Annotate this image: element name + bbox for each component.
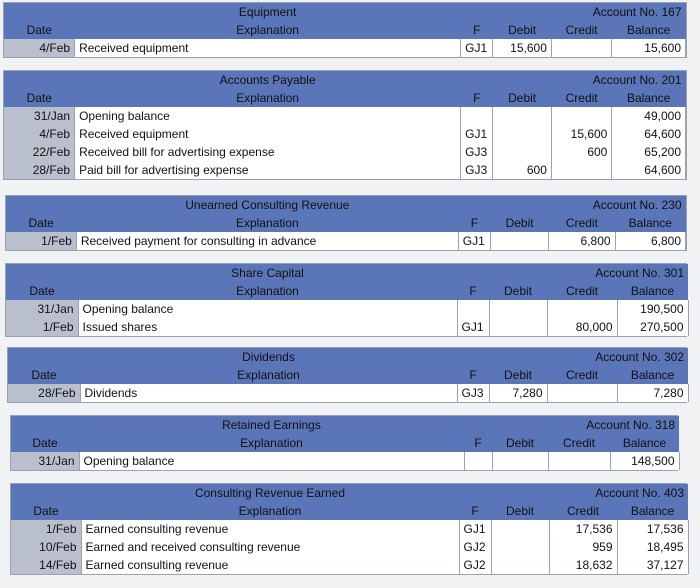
debit-header: Debit: [493, 21, 551, 39]
balance-header: Balance: [617, 366, 688, 384]
header-spacer: [458, 196, 490, 214]
row-credit: [551, 39, 611, 57]
row-folio: GJ3: [457, 384, 489, 402]
row-explanation: Opening balance: [79, 452, 464, 470]
ledger-title-row: [4, 71, 686, 89]
table-row: [4, 107, 686, 125]
credit-header: Credit: [548, 434, 610, 452]
ledger-title-row: [6, 196, 686, 214]
row-balance: 64,600: [612, 125, 686, 143]
header-spacer: [8, 348, 80, 366]
row-debit: [489, 318, 547, 336]
ledger-title-row: [6, 264, 688, 282]
row-folio: GJ1: [459, 520, 491, 538]
folio-header: F: [464, 434, 492, 452]
date-header: Date: [4, 21, 75, 39]
ledger-consulting-revenue-earned: [10, 483, 687, 575]
ledger-table: [6, 264, 689, 336]
row-debit: [491, 520, 549, 538]
row-explanation: Received equipment: [75, 125, 461, 143]
row-debit: [491, 538, 549, 556]
row-date: 1/Feb: [6, 232, 76, 250]
row-date: 4/Feb: [4, 39, 75, 57]
account-name: Consulting Revenue Earned: [81, 484, 459, 502]
date-header: Date: [11, 502, 81, 520]
ledger-column-header-row: [4, 21, 686, 39]
row-credit: 18,632: [549, 556, 617, 574]
account-number: Account No. 230: [490, 196, 685, 214]
row-folio: [461, 107, 493, 125]
row-balance: 37,127: [617, 556, 688, 574]
row-explanation: Received payment for consulting in advance: [76, 232, 458, 250]
header-spacer: [461, 3, 493, 21]
row-date: 31/Jan: [11, 452, 79, 470]
account-number: Account No. 167: [493, 3, 686, 21]
ledger-equipment: [3, 2, 687, 58]
row-balance: 17,536: [617, 520, 688, 538]
ledger-title-row: [11, 416, 679, 434]
ledger-share-capital: [5, 263, 687, 337]
row-balance: 18,495: [617, 538, 688, 556]
folio-header: F: [458, 214, 490, 232]
ledger-title-row: [4, 3, 686, 21]
row-debit: [489, 300, 547, 318]
row-date: 1/Feb: [11, 520, 81, 538]
row-date: 10/Feb: [11, 538, 81, 556]
header-spacer: [457, 348, 489, 366]
row-folio: [457, 300, 489, 318]
row-folio: GJ1: [461, 125, 493, 143]
row-balance: 6,800: [615, 232, 685, 250]
row-credit: 15,600: [551, 125, 611, 143]
debit-header: Debit: [489, 366, 547, 384]
row-date: 14/Feb: [11, 556, 81, 574]
header-spacer: [459, 484, 491, 502]
debit-header: Debit: [492, 434, 548, 452]
row-folio: GJ3: [461, 161, 493, 179]
account-name: Equipment: [75, 3, 461, 21]
ledger-table: [11, 484, 689, 574]
row-date: 28/Feb: [8, 384, 80, 402]
header-spacer: [4, 3, 75, 21]
ledger-dividends: [7, 347, 687, 403]
folio-header: F: [459, 502, 491, 520]
explanation-header: Explanation: [76, 214, 458, 232]
row-debit: [490, 232, 548, 250]
header-spacer: [6, 196, 76, 214]
row-credit: [551, 107, 611, 125]
table-row: [4, 39, 686, 57]
table-row: [4, 161, 686, 179]
header-spacer: [461, 71, 493, 89]
row-explanation: Dividends: [80, 384, 457, 402]
account-name: Retained Earnings: [79, 416, 464, 434]
account-name: Dividends: [80, 348, 457, 366]
row-credit: [551, 161, 611, 179]
row-explanation: Earned consulting revenue: [81, 556, 459, 574]
header-spacer: [11, 416, 79, 434]
row-date: 31/Jan: [4, 107, 75, 125]
row-debit: 15,600: [493, 39, 551, 57]
ledger-table: [4, 71, 686, 179]
table-row: [11, 520, 688, 538]
row-folio: GJ1: [457, 318, 489, 336]
ledger-table: [4, 3, 686, 57]
ledger-column-header-row: [11, 434, 679, 452]
explanation-header: Explanation: [75, 89, 461, 107]
balance-header: Balance: [612, 89, 686, 107]
ledger-column-header-row: [4, 89, 686, 107]
row-balance: 7,280: [617, 384, 688, 402]
explanation-header: Explanation: [81, 502, 459, 520]
row-balance: 148,500: [610, 452, 679, 470]
explanation-header: Explanation: [79, 434, 464, 452]
row-explanation: Earned and received consulting revenue: [81, 538, 459, 556]
row-date: 31/Jan: [6, 300, 78, 318]
row-debit: [492, 452, 548, 470]
row-explanation: Opening balance: [78, 300, 457, 318]
debit-header: Debit: [489, 282, 547, 300]
row-credit: [547, 300, 617, 318]
date-header: Date: [8, 366, 80, 384]
table-row: [6, 318, 688, 336]
account-number: Account No. 301: [489, 264, 688, 282]
row-credit: 17,536: [549, 520, 617, 538]
ledger-table: [8, 348, 689, 402]
date-header: Date: [6, 282, 78, 300]
ledger-table: [6, 196, 686, 250]
header-spacer: [457, 264, 489, 282]
header-spacer: [11, 484, 81, 502]
table-row: [11, 538, 688, 556]
balance-header: Balance: [610, 434, 679, 452]
ledger-accounts-payable: [3, 70, 687, 180]
row-date: 4/Feb: [4, 125, 75, 143]
row-credit: [548, 452, 610, 470]
explanation-header: Explanation: [75, 21, 461, 39]
row-debit: [493, 143, 551, 161]
row-credit: 600: [551, 143, 611, 161]
folio-header: F: [461, 89, 493, 107]
header-spacer: [6, 264, 78, 282]
row-explanation: Earned consulting revenue: [81, 520, 459, 538]
row-folio: GJ1: [461, 39, 493, 57]
row-date: 22/Feb: [4, 143, 75, 161]
date-header: Date: [6, 214, 76, 232]
table-row: [11, 556, 688, 574]
credit-header: Credit: [547, 366, 617, 384]
row-date: 28/Feb: [4, 161, 75, 179]
row-explanation: Opening balance: [75, 107, 461, 125]
row-credit: 6,800: [549, 232, 615, 250]
row-credit: 959: [549, 538, 617, 556]
ledger-column-header-row: [11, 502, 688, 520]
account-number: Account No. 201: [493, 71, 686, 89]
row-balance: 270,500: [617, 318, 688, 336]
debit-header: Debit: [493, 89, 551, 107]
balance-header: Balance: [617, 502, 688, 520]
header-spacer: [464, 416, 492, 434]
ledger-table: [11, 416, 680, 470]
folio-header: F: [461, 21, 493, 39]
debit-header: Debit: [491, 502, 549, 520]
credit-header: Credit: [551, 21, 611, 39]
explanation-header: Explanation: [80, 366, 457, 384]
table-row: [4, 125, 686, 143]
account-name: Unearned Consulting Revenue: [76, 196, 458, 214]
credit-header: Credit: [549, 502, 617, 520]
table-row: [6, 232, 686, 250]
row-balance: 49,000: [612, 107, 686, 125]
folio-header: F: [457, 366, 489, 384]
row-folio: GJ1: [458, 232, 490, 250]
explanation-header: Explanation: [78, 282, 457, 300]
date-header: Date: [4, 89, 75, 107]
table-row: [11, 452, 679, 470]
folio-header: F: [457, 282, 489, 300]
row-folio: GJ3: [461, 143, 493, 161]
credit-header: Credit: [547, 282, 617, 300]
row-debit: [493, 125, 551, 143]
account-name: Share Capital: [78, 264, 457, 282]
row-debit: 7,280: [489, 384, 547, 402]
row-credit: [547, 384, 617, 402]
account-name: Accounts Payable: [75, 71, 461, 89]
date-header: Date: [11, 434, 79, 452]
row-explanation: Paid bill for advertising expense: [75, 161, 461, 179]
row-explanation: Issued shares: [78, 318, 457, 336]
row-balance: 65,200: [612, 143, 686, 161]
table-row: [6, 300, 688, 318]
balance-header: Balance: [615, 214, 685, 232]
row-folio: GJ2: [459, 538, 491, 556]
balance-header: Balance: [612, 21, 686, 39]
row-balance: 190,500: [617, 300, 688, 318]
account-number: Account No. 403: [491, 484, 688, 502]
table-row: [8, 384, 688, 402]
ledger-column-header-row: [6, 214, 686, 232]
ledger-title-row: [8, 348, 688, 366]
ledger-retained-earnings: [10, 415, 678, 471]
row-explanation: Received equipment: [75, 39, 461, 57]
row-credit: 80,000: [547, 318, 617, 336]
row-debit: 600: [493, 161, 551, 179]
header-spacer: [4, 71, 75, 89]
ledger-column-header-row: [6, 282, 688, 300]
row-date: 1/Feb: [6, 318, 78, 336]
debit-header: Debit: [490, 214, 548, 232]
ledger-column-header-row: [8, 366, 688, 384]
account-number: Account No. 318: [492, 416, 679, 434]
row-balance: 64,600: [612, 161, 686, 179]
row-debit: [491, 556, 549, 574]
credit-header: Credit: [549, 214, 615, 232]
account-number: Account No. 302: [489, 348, 688, 366]
row-explanation: Received bill for advertising expense: [75, 143, 461, 161]
balance-header: Balance: [617, 282, 688, 300]
row-folio: [464, 452, 492, 470]
row-folio: GJ2: [459, 556, 491, 574]
ledger-title-row: [11, 484, 688, 502]
ledger-unearned-consulting-revenue: [5, 195, 687, 251]
table-row: [4, 143, 686, 161]
credit-header: Credit: [551, 89, 611, 107]
row-debit: [493, 107, 551, 125]
row-balance: 15,600: [612, 39, 686, 57]
